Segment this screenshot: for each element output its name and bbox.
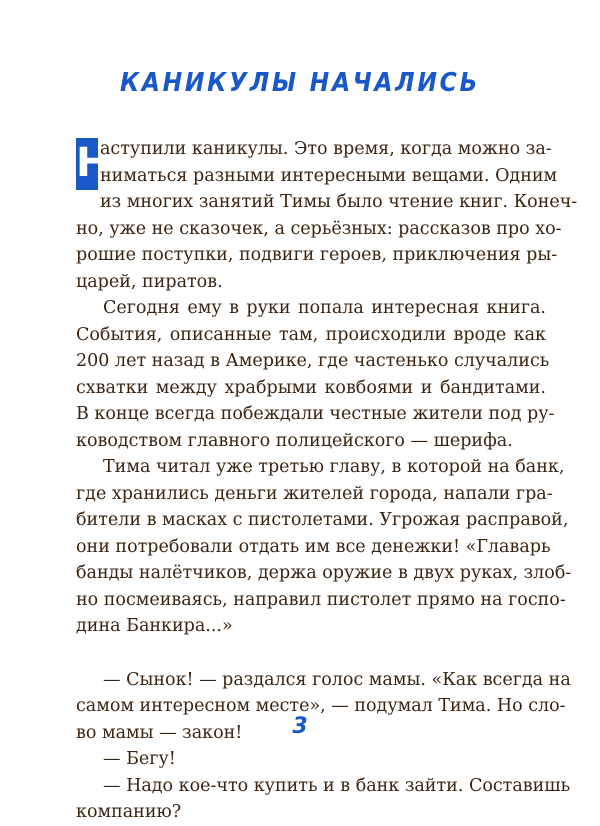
text-line: — Бегу! [103,749,176,769]
text-line: рошие поступки, подвиги героев, приключения ры- [76,245,558,265]
text-line: — Сынок! — раздался голос мамы. «Как всегда на [103,669,571,690]
text-line: дина Банкира...» [76,616,233,636]
text-line: компанию? [76,802,182,822]
text-line: но, уже не сказочек, а серьёзных: рассказов про хо- [76,218,562,239]
text-line: во мамы — закон! [76,722,243,743]
text-line: События, описанные там, происходили вроде как [76,324,546,345]
text-line: но посмеиваясь, направил пистолет прямо на госпо- [76,589,566,610]
text-line: Сегодня ему в руки попала интересная книга. [103,298,546,318]
drop-cap: Н [76,138,98,190]
text-line: Тима читал уже третью главу, в которой на банк, [103,457,565,477]
text-line: из многих занятий Тимы было чтение книг. Конеч- [100,192,578,212]
text-line: ководством главного полицейского — шерифа. [76,430,513,451]
chapter-title: КАНИКУЛЫ НАЧАЛИСЬ [119,68,481,98]
text-line: бители в масках с пистолетами. Угрожая расправой, [76,510,569,530]
text-line: они потребовали отдать им все денежки! «Главарь [76,536,551,557]
text-line: В конце всегда побеждали честные жители под ру- [76,404,555,424]
text-line: где хранились деньги жителей города, напали гра- [76,483,553,504]
text-line: царей, пиратов. [76,271,223,292]
text-line: самом интересном месте», — подумал Тима. Но сло- [76,696,566,716]
text-line: схватки между храбрыми ковбоями и бандитами. [76,377,546,398]
text-line: аступили каникулы. Это время, когда можно за- [100,139,552,159]
text-line: банды налётчиков, держа оружие в двух руках, злоб- [76,563,572,583]
text-line: 200 лет назад в Америке, где частенько случались [76,351,550,371]
text-line: — Надо кое-что купить и в банк зайти. Составишь [103,775,571,796]
page-number: 3 [292,714,308,739]
text-line: ниматься разными интересными вещами. Одним [100,165,558,186]
paragraph-gap [76,640,546,667]
